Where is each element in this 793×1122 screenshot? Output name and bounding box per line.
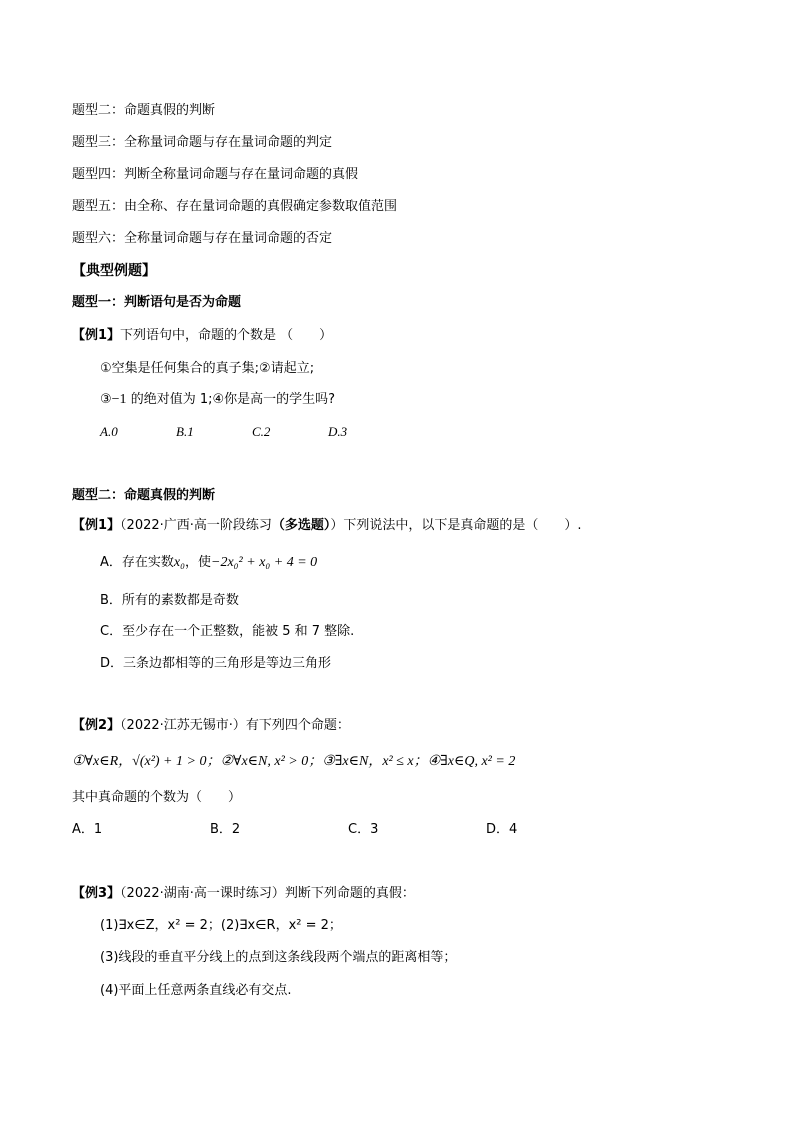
example-tag: 【例1】 (72, 518, 121, 533)
type1-ex1-stem (72, 327, 332, 345)
example-tag: 【例1】 (72, 328, 121, 343)
option-d: D．4 (486, 822, 518, 837)
option-d: D.3 (328, 424, 348, 439)
line2-text: 的绝对值为 1;④你是高一的学生吗? (126, 392, 336, 407)
prop-3: ；③∃x∈N， (308, 754, 383, 769)
prop-1: ①∀x∈R， (72, 754, 133, 769)
type2-ex2-question: 其中真命题的个数为（ ） (72, 790, 242, 805)
multi-choice-label: （多选题） (271, 518, 331, 533)
outline-item: 题型三：全称量词命题与存在量词命题的判定 (72, 135, 333, 150)
type1-ex1-line2 (100, 391, 335, 409)
prop-3-math: x² ≤ x (382, 754, 414, 769)
type2-ex3-stem (72, 885, 415, 903)
type2-ex1-option-c: C．至少存在一个正整数，能被 5 和 7 整除. (100, 624, 355, 639)
outline-item: 题型四：判断全称量词命题与存在量词命题的真假 (72, 167, 359, 182)
type2-ex3-item4: (4)平面上任意两条直线必有交点. (100, 983, 292, 998)
type2-ex2-propositions (72, 752, 515, 771)
outline-item: 题型二：命题真假的判断 (72, 103, 216, 118)
option-b: B．2 (210, 822, 241, 837)
option-a-mid: ，使 (185, 555, 212, 570)
prop-1-math: √(x²) + 1 > 0 (132, 754, 207, 769)
type1-ex1-line1: ①空集是任何集合的真子集;②请起立; (100, 361, 315, 376)
question-stem: ）下列说法中，以下是真命题的是（ ）. (330, 518, 582, 533)
outline-item: 题型五：由全称、存在量词命题的真假确定参数取值范围 (72, 199, 398, 214)
type2-ex1-stem (72, 517, 582, 535)
type2-ex3-item1: (1)∃x∈Z，x² = 2；(2)∃x∈R，x² = 2； (100, 918, 342, 933)
option-b: B.1 (176, 424, 194, 439)
option-c: C.2 (252, 424, 271, 439)
type1-title: 题型一：判断语句是否为命题 (72, 295, 242, 310)
section-title: 【典型例题】 (72, 263, 156, 279)
question-stem: 下列语句中，命题的个数是 （ ） (120, 328, 333, 343)
math-equation: −2x₀² + x₀ + 4 = 0 (211, 555, 318, 570)
option-a-text: A．存在实数 (100, 555, 174, 570)
type2-ex2-stem (72, 717, 350, 735)
example-tag: 【例2】 (72, 718, 121, 733)
prop-2: ；②∀x∈N, x² > 0 (206, 754, 309, 769)
type2-ex1-option-d: D．三条边都相等的三角形是等边三角形 (100, 656, 332, 671)
type2-ex3-item3: (3)线段的垂直平分线上的点到这条线段两个端点的距离相等； (100, 950, 457, 965)
math-x0: x₀ (173, 555, 185, 570)
type2-ex1-option-b: B．所有的素数都是奇数 (100, 593, 239, 608)
math-neg-one: −1 (111, 392, 127, 407)
option-c: C．3 (348, 822, 379, 837)
circled-three: ③ (100, 392, 112, 407)
source: （2022·广西·高一阶段练习 (120, 518, 272, 533)
option-a: A.0 (100, 424, 118, 439)
prop-4: ；④∃x∈Q, x² = 2 (413, 754, 516, 769)
type2-ex2-options (72, 821, 586, 839)
question-stem: （2022·江苏无锡市·）有下列四个命题： (120, 718, 350, 733)
example-tag: 【例3】 (72, 886, 121, 901)
option-a: A．1 (72, 822, 103, 837)
type1-ex1-options (100, 423, 404, 441)
outline-item: 题型六：全称量词命题与存在量词命题的否定 (72, 231, 333, 246)
type2-ex1-option-a (100, 554, 317, 572)
type2-title: 题型二：命题真假的判断 (72, 488, 216, 503)
question-stem: （2022·湖南·高一课时练习）判断下列命题的真假： (120, 886, 415, 901)
